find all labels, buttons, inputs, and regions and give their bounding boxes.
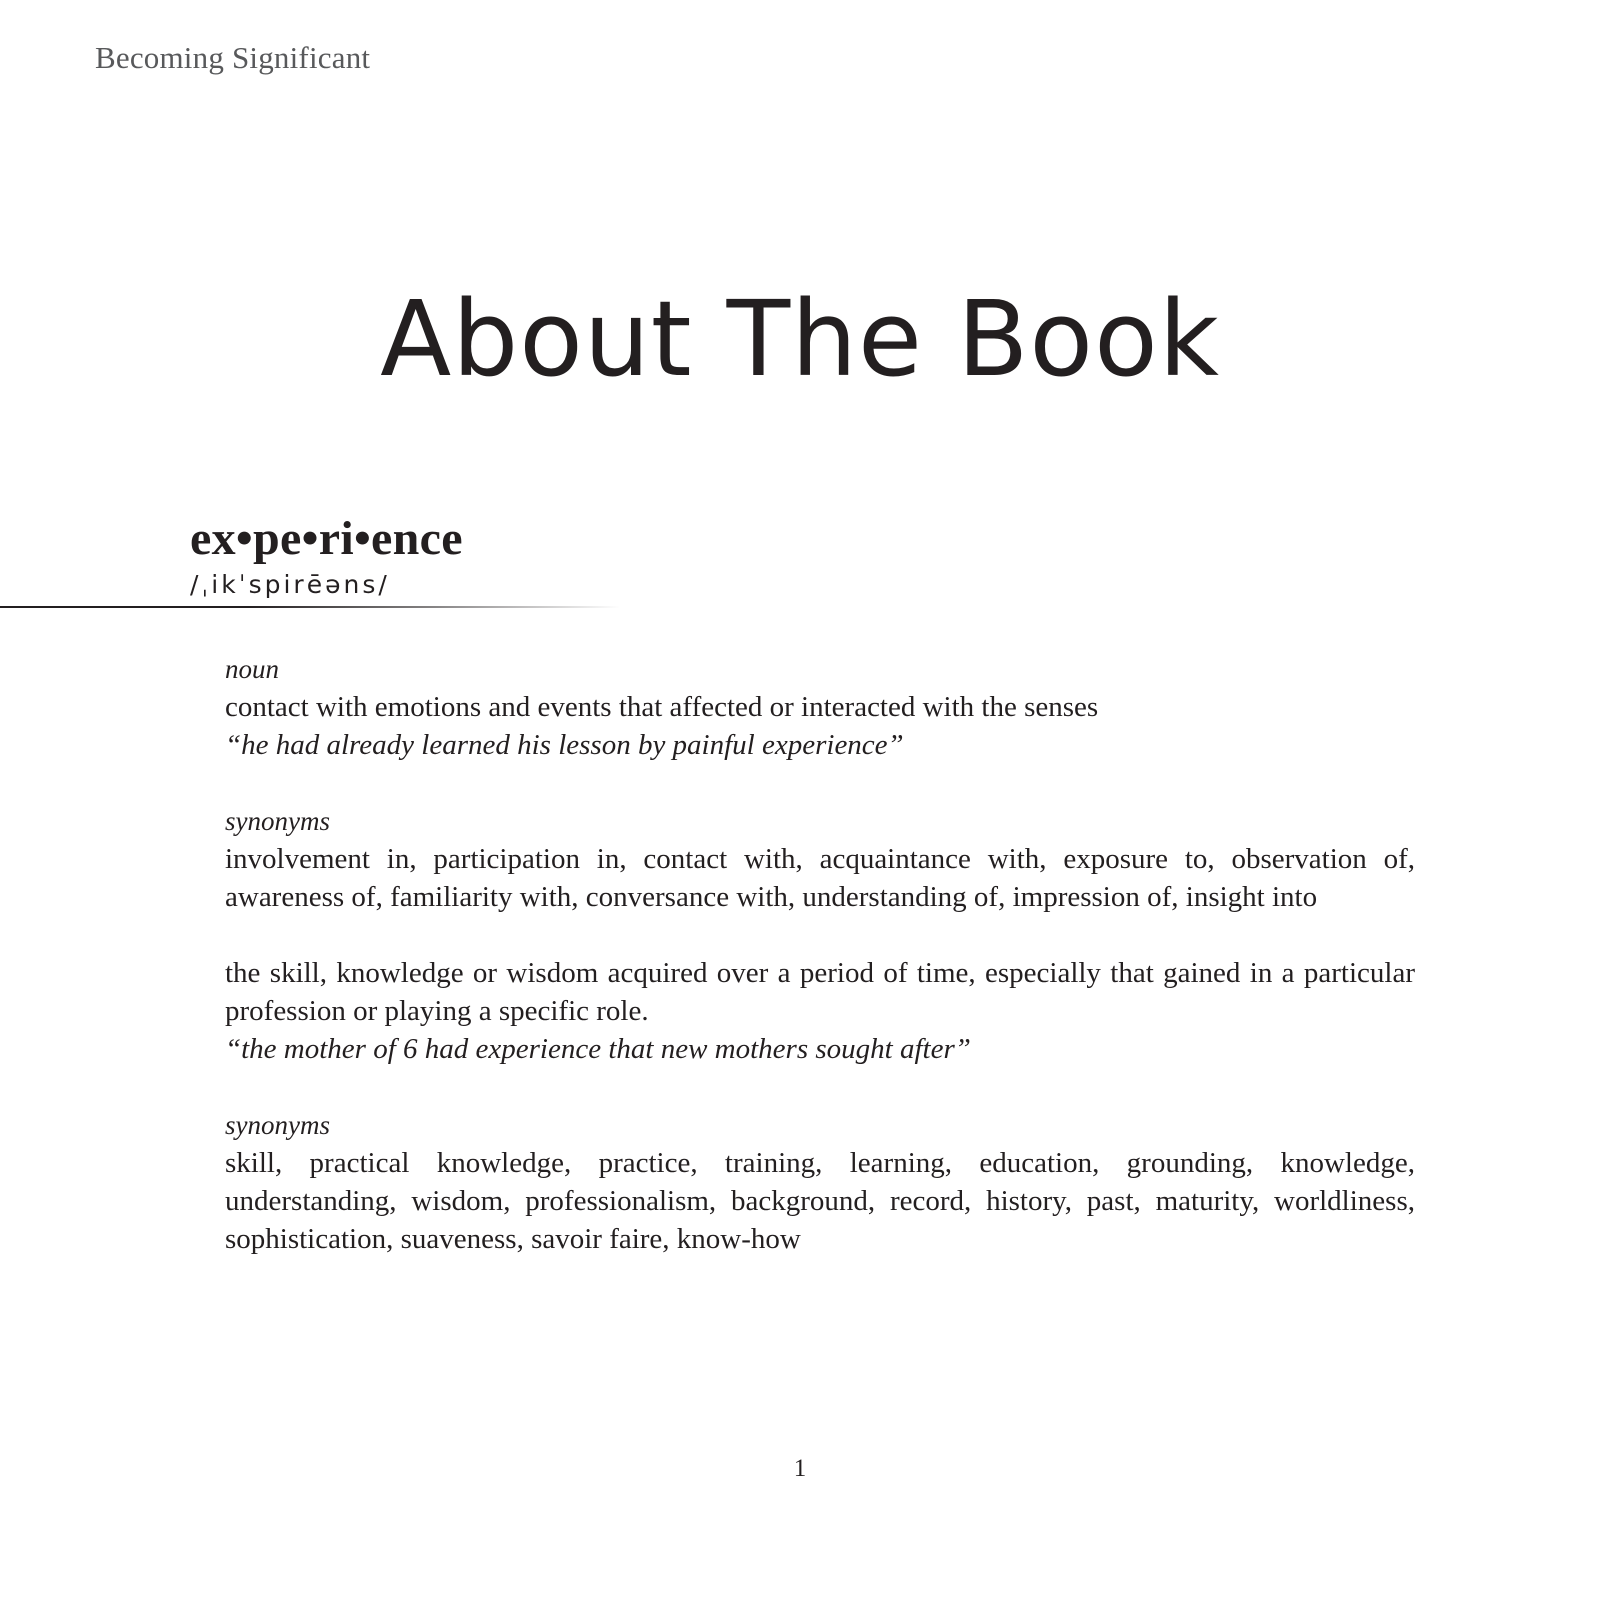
page-title: About The Book [380, 278, 1220, 400]
headword: ex•pe•ri•ence [190, 512, 463, 565]
spacer [225, 916, 1415, 954]
pronunciation: /ˌikˈspirēəns/ [190, 570, 390, 599]
divider-rule [0, 606, 620, 608]
sense2-definition: the skill, knowledge or wisdom acquired over a period of time, especially that gained in a particular profession or playing a specific role. [225, 957, 1415, 1027]
sense1-definition: contact with emotions and events that affected or interacted with the senses [225, 691, 1099, 723]
sense2-synonyms-label: synonyms [225, 1110, 330, 1140]
sense1-synonyms: involvement in, participation in, contact with, acquaintance with, exposure to, observation of, awareness of, familiarity with, conversance with, understanding of, impression of, insight into [225, 843, 1415, 913]
spacer [225, 1068, 1415, 1106]
sense1-synonyms-label: synonyms [225, 806, 330, 836]
sense2-example: “the mother of 6 had experience that new mothers sought after” [225, 1033, 971, 1065]
sense2-synonyms: skill, practical knowledge, practice, training, learning, education, grounding, knowledge, understanding, wisdom, professionalism, background, record, history, past, maturity, worldliness, sophistication, suaveness, savoir faire, know-how [225, 1147, 1415, 1255]
definition-body [225, 650, 1415, 1258]
page-number: 1 [793, 1455, 807, 1482]
running-header: Becoming Significant [95, 40, 371, 75]
part-of-speech: noun [225, 654, 279, 684]
sense1-example: “he had already learned his lesson by painful experience” [225, 729, 904, 761]
spacer [225, 764, 1415, 802]
